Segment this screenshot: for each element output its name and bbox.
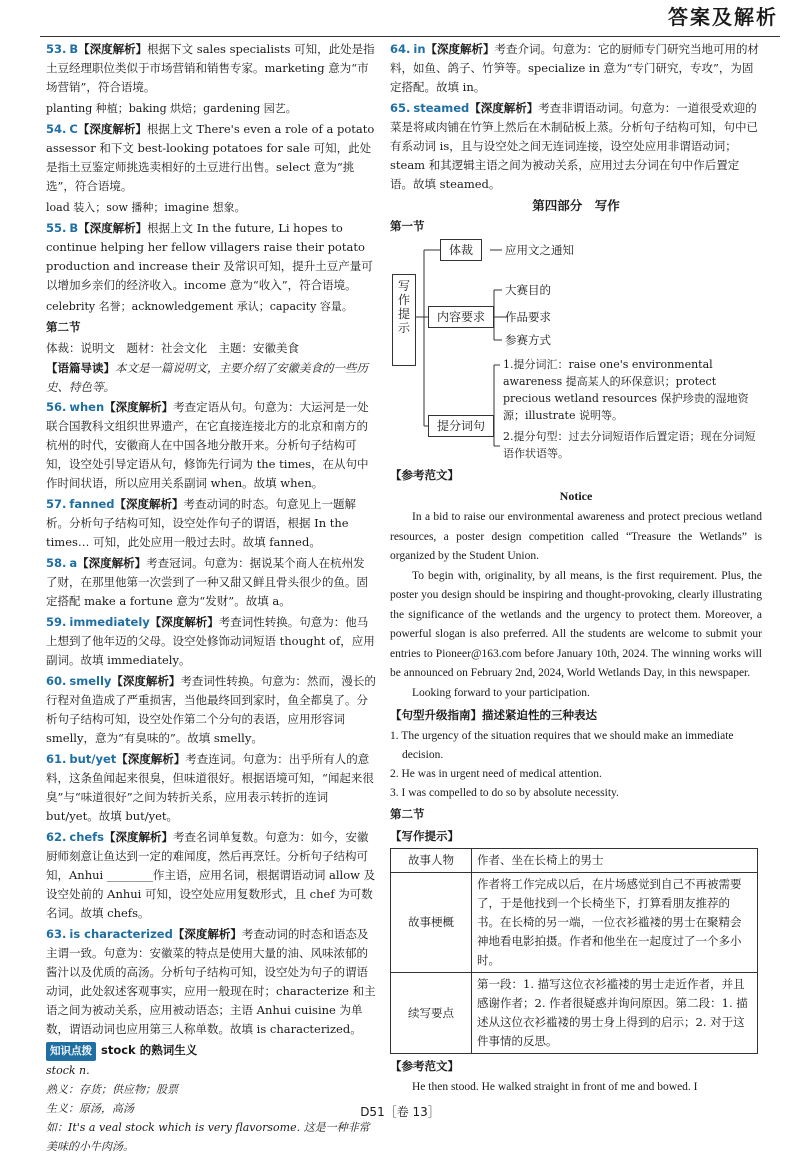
analysis-tag: 【深度解析】: [172, 927, 242, 941]
mindmap-content-item-3: 参赛方式: [505, 333, 551, 347]
answer-item: [46, 613, 376, 670]
analysis-text: 考查词性转换。句意为：他马上想到了他年迈的父母。设空处修饰动词短语 thought of，应用副词。故填 immediately。: [46, 615, 375, 667]
table-key: 故事人物: [391, 849, 472, 873]
essay-paragraph: In a bid to raise our environmental awareness and protect precious wetland resources, a poster design competition called “Treasure the Wetlands” is organized by the Student Union.: [390, 511, 762, 562]
writing-mindmap: [390, 238, 762, 463]
table-row: [391, 849, 758, 873]
answer-item: [390, 40, 762, 97]
answer-value: chefs: [69, 830, 105, 844]
question-number: 60.: [46, 674, 67, 688]
tip-word: stock n.: [46, 1064, 90, 1077]
analysis-tag: 【深度解析】: [425, 42, 495, 56]
continuation-text: He then stood. He walked straight in front of me and bowed. I: [412, 1081, 698, 1093]
answer-value: is characterized: [69, 927, 173, 941]
question-number: 63.: [46, 927, 67, 941]
table-value: 作者将工作完成以后，在片场感觉到自己不再被需要了，于是他找到一个长椅坐下，打算看朋友推荐的书。在长椅的另一端，一位衣衫褴褛的男士在聚精会神地看电影拍摄。作者和他坐在一起度过了一个多小时。: [472, 873, 758, 973]
knowledge-tip: [46, 1041, 376, 1061]
answer-item: [46, 120, 376, 196]
analysis-text: 考查定语从句。句意为：大运河是一处联合国教科文组织世界遗产，在它直接连接北方的北京和南方的杭州的时代，安徽商人在中国各地分散开来。分析句子结构可知，设空处引导定语从句，修饰先行词为 the times，在从句中作时间状语，所以应用关系副词 when。故填 when。: [46, 400, 369, 490]
sentence-1: 1. The urgency of the situation requires that we should make an immediate decision.: [390, 730, 734, 761]
essay-title: Notice: [559, 489, 593, 503]
sentence-2: 2. He was in urgent need of medical attention.: [390, 768, 602, 780]
answer-item: [46, 398, 376, 493]
analysis-tag: 【深度解析】: [104, 830, 174, 844]
table-value: 第一段：1. 描写这位衣衫褴褛的男士走近作者，并且感谢作者；2. 作者很疑惑并询问原因。第二段：1. 描述从这位衣衫褴褛的男士身上得到的启示；2. 对于这件事情的反思。: [472, 973, 758, 1054]
part4-title: 第四部分 写作: [532, 198, 620, 213]
right-answer-list: [390, 40, 762, 194]
analysis-text: 考查连词。句意为：出乎所有人的意料，这条鱼闻起来很臭，但味道很好。根据语境可知，“闻起来很臭”与“味道很好”之间为转折关系，应用表示转折的连词 but/yet。故填 but/yet。: [46, 752, 374, 823]
mindmap-content: 内容要求: [428, 306, 494, 328]
question-number: 62.: [46, 830, 67, 844]
question-number: 64.: [390, 42, 411, 56]
question-number: 56.: [46, 400, 67, 414]
table-key: 故事梗概: [391, 873, 472, 973]
question-number: 53.: [46, 42, 67, 56]
analysis-text: 考查动词的时态。句意见上一题解析。分析句子结构可知，设空处作句子的谓语，根据 In the times… 可知，此处应用一般过去时。故填 fanned。: [46, 497, 357, 549]
right-column: [390, 40, 762, 1098]
writing-tip-label: 【写作提示】: [390, 829, 459, 843]
question-number: 65.: [390, 101, 411, 115]
mindmap-content-item-1: 大赛目的: [505, 283, 551, 297]
mindmap-genre-value: 应用文之通知: [505, 243, 574, 257]
left-column: [46, 40, 376, 1153]
analysis-text: 考查非谓语动词。句意为：一道很受欢迎的菜是将咸肉铺在竹笋上然后在木制砧板上蒸。分析句子结构可知，句中已有系动词 is，且与设空处之间无连词连接，设空处应用非谓语动词；steam 和其逻辑主语之间为被动关系，应用过去分词在句中作后置定语。故填 steamed。: [390, 101, 758, 191]
answer-item: [46, 219, 376, 295]
upgrade-guide: 【句型升级指南】描述紧迫性的三种表达: [390, 708, 597, 722]
answer-value: a: [69, 556, 78, 570]
section2-guide: [46, 359, 376, 397]
answer-value: but/yet: [69, 752, 117, 766]
mindmap-upgrade: 提分词句: [428, 415, 494, 437]
analysis-tag: 【深度解析】: [78, 221, 148, 235]
analysis-tag: 【深度解析】: [78, 42, 148, 56]
answer-item: [46, 554, 376, 611]
answer-value: steamed: [413, 101, 470, 115]
answer-value: B: [69, 221, 79, 235]
vocab-note: load 装入；sow 播种；imagine 想象。: [46, 201, 246, 214]
answer-value: C: [69, 122, 78, 136]
essay-paragraph: Looking forward to your participation.: [412, 686, 590, 699]
sentence-3: 3. I was compelled to do so by absolute necessity.: [390, 787, 619, 799]
answer-value: in: [413, 42, 426, 56]
analysis-tag: 【深度解析】: [149, 615, 219, 629]
tip-line-2: 生义：原汤，高汤: [46, 1102, 134, 1115]
analysis-tag: 【深度解析】: [469, 101, 539, 115]
answer-value: immediately: [69, 615, 150, 629]
section2-title: 第二节: [46, 320, 81, 334]
analysis-tag: 【深度解析】: [116, 752, 186, 766]
story-table: [390, 848, 758, 1054]
question-number: 55.: [46, 221, 67, 235]
analysis-text: 考查动词的时态和语态及主谓一致。句意为：安徽菜的特点是使用大量的油、风味浓郁的酱汁以及优质的高汤。分析句子结构可知，设空处为句子的谓语动词，此处叙述客观事实，应用一般现在时；characterize 和主语之间为被动关系，应用被动语态；主语 Anhui cuisine 为单数，谓语动词也应用第三人称单数。故填 is characterized。: [46, 927, 376, 1036]
mindmap-genre: 体裁: [440, 239, 482, 261]
ref-label-2: 【参考范文】: [390, 1059, 459, 1073]
analysis-text: 根据下文 sales specialists 可知，此处是指土豆经理职位类似于市场营销和销售专家。marketing 意为“市场营销”，符合语境。: [46, 42, 375, 94]
answer-item: [46, 828, 376, 923]
answer-value: smelly: [69, 674, 112, 688]
analysis-tag: 【深度解析】: [77, 122, 147, 136]
analysis-text: 考查介词。句意为：它的厨师专门研究当地可用的材料，如鱼、鸽子、竹笋等。specialize in 意为“专门研究，专攻”，为固定搭配。故填 in。: [390, 42, 760, 94]
part4-sec2: 第二节: [390, 807, 425, 821]
guide-label: 【语篇导读】: [46, 361, 115, 375]
table-key: 续写要点: [391, 973, 472, 1054]
tip-line-3: 如：It's a veal stock which is very flavorsome. 这是一种非常美味的小牛肉汤。: [46, 1121, 370, 1153]
tip-title: stock 的熟词生义: [101, 1043, 198, 1057]
page-header-title: 答案及解析: [668, 5, 778, 29]
answer-item: [46, 672, 376, 748]
mindmap-content-item-2: 作品要求: [505, 310, 551, 324]
part4-sec1: 第一节: [390, 219, 425, 233]
analysis-tag: 【深度解析】: [111, 674, 181, 688]
left-answer-list-2: [46, 398, 376, 1039]
analysis-text: 根据上文 In the future, Li hopes to continue helping her fellow villagers raise their potato production and increase their 及常识可知，提升土豆产量可以增加乡亲们的经济收入。income 意为“收入”，符合语境。: [46, 221, 373, 292]
section2-info: 体裁：说明文 题材：社会文化 主题：安徽美食: [46, 341, 299, 355]
table-row: [391, 873, 758, 973]
analysis-text: 考查词性转换。句意为：然而，漫长的行程对鱼造成了严重损害，当他最终回到家时，鱼全都臭了。分析句子结构可知，设空处作第二个分句的表语，应用形容词 smelly，意为“有臭味的”。故填 smelly。: [46, 674, 376, 745]
analysis-tag: 【深度解析】: [114, 497, 184, 511]
answer-item: [390, 99, 762, 194]
analysis-tag: 【深度解析】: [104, 400, 174, 414]
analysis-text: 考查名词单复数。句意为：如今，安徽厨师刻意让鱼达到一定的难闻度，然后再烹饪。分析句子结构可知，Anhui ________作主语，应用名词，根据谓语动词 allow 及设空处前的 Anhui 可知，设空处应用复数形式，且 chef 为可数名词。故填 chefs。: [46, 830, 376, 920]
question-number: 58.: [46, 556, 67, 570]
left-answer-list: [46, 40, 376, 316]
analysis-text: 考查冠词。句意为：据说某个商人在杭州发了财，在那里他第一次尝到了一种又甜又鲜且骨头很少的鱼。固定搭配 make a fortune 意为“发财”。故填 a。: [46, 556, 368, 608]
question-number: 54.: [46, 122, 67, 136]
question-number: 57.: [46, 497, 67, 511]
vocab-note: celebrity 名誉；acknowledgement 承认；capacity 容量。: [46, 300, 353, 313]
tip-badge: 知识点拨: [46, 1042, 96, 1061]
question-number: 61.: [46, 752, 67, 766]
mindmap-upgrade-2: 2.提分句型：过去分词短语作后置定语；现在分词短语作状语等。: [503, 430, 756, 460]
analysis-tag: 【深度解析】: [77, 556, 147, 570]
answer-item: [46, 40, 376, 97]
answer-value: when: [69, 400, 105, 414]
essay-paragraph: To begin with, originality, by all means, is the first requirement. Plus, the poster you design should be inspiring and thought-provoking, clearly illustrating the significance of the wetlands and the urgency to protect them. Moreover, a powerful slogan is also preferred. All the students are welcome to submit your entries to Pioneer@163.com before January 10th, 2024. The winning works will be announced on February 2nd, 2024, World Wetlands Day, in this newspaper.: [390, 569, 762, 679]
table-value: 作者、坐在长椅上的男士: [472, 849, 758, 873]
vocab-note: planting 种植；baking 烘焙；gardening 园艺。: [46, 102, 297, 115]
mindmap-root: 写作提示: [392, 274, 416, 366]
answer-item: [46, 925, 376, 1039]
mindmap-upgrade-1: 1.提分词汇：raise one's environmental awareness 提高某人的环保意识；protect precious wetland resources 保护珍贵的湿地资源；illustrate 说明等。: [503, 358, 749, 422]
answer-value: B: [69, 42, 79, 56]
answer-item: [46, 750, 376, 826]
question-number: 59.: [46, 615, 67, 629]
guide-text: 本文是一篇说明文，主要介绍了安徽美食的一些历史、特色等。: [46, 361, 368, 394]
table-row: [391, 973, 758, 1054]
analysis-text: 根据上文 There's even a role of a potato assessor 和下文 best-looking potatoes for sale 可知，此处是指土豆鉴定师挑选卖相好的土豆进行出售。select 意为“挑选”，符合语境。: [46, 122, 375, 193]
answer-item: [46, 495, 376, 552]
page-footer: D51［卷 13］: [360, 1105, 440, 1119]
ref-label: 【参考范文】: [390, 468, 459, 482]
header-rule: [40, 36, 780, 37]
answer-value: fanned: [69, 497, 115, 511]
essay-body: [390, 508, 762, 703]
tip-line-1: 熟义：存货；供应物；股票: [46, 1083, 178, 1096]
continuation-essay: [390, 1078, 762, 1098]
